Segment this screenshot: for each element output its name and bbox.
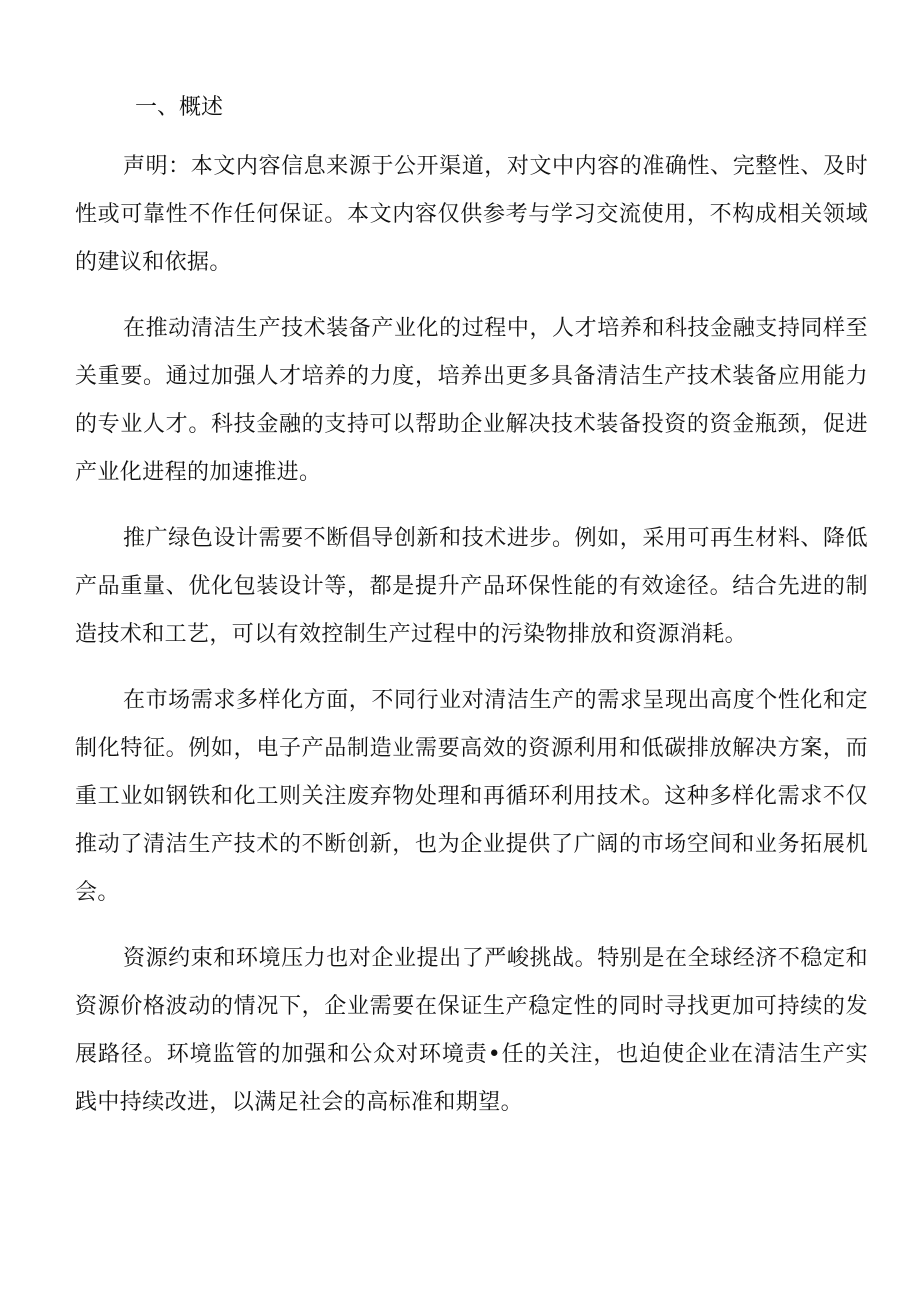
disclaimer-paragraph: 声明：本文内容信息来源于公开渠道，对文中内容的准确性、完整性、及时性或可靠性不作任何保证。本文内容仅供参考与学习交流使用，不构成相关领域的建议和依据。 <box>75 154 868 275</box>
body-paragraph-resource-pressure: 资源约束和环境压力也对企业提出了严峻挑战。特别是在全球经济不稳定和资源价格波动的情况下，企业需要在保证生产稳定性的同时寻找更加可持续的发展路径。环境监管的加强和公众对环境责•任的关注，也迫使企业在清洁生产实践中持续改进，以满足社会的高标准和期望。 <box>75 946 868 1115</box>
section-heading: 一、概述 <box>135 95 224 120</box>
body-paragraph-talent-finance: 在推动清洁生产技术装备产业化的过程中，人才培养和科技金融支持同样至关重要。通过加强人才培养的力度，培养出更多具备清洁生产技术装备应用能力的专业人才。科技金融的支持可以帮助企业解决技术装备投资的资金瓶颈，促进产业化进程的加速推进。 <box>75 316 868 485</box>
body-paragraph-market-demand: 在市场需求多样化方面，不同行业对清洁生产的需求呈现出高度个性化和定制化特征。例如，电子产品制造业需要高效的资源利用和低碳排放解决方案，而重工业如钢铁和化工则关注废弃物处理和再循环利用技术。这种多样化需求不仅推动了清洁生产技术的不断创新，也为企业提供了广阔的市场空间和业务拓展机会。 <box>75 688 868 905</box>
body-paragraph-green-design: 推广绿色设计需要不断倡导创新和技术进步。例如，采用可再生材料、降低产品重量、优化包装设计等，都是提升产品环保性能的有效途径。结合先进的制造技术和工艺，可以有效控制生产过程中的污染物排放和资源消耗。 <box>75 526 868 647</box>
